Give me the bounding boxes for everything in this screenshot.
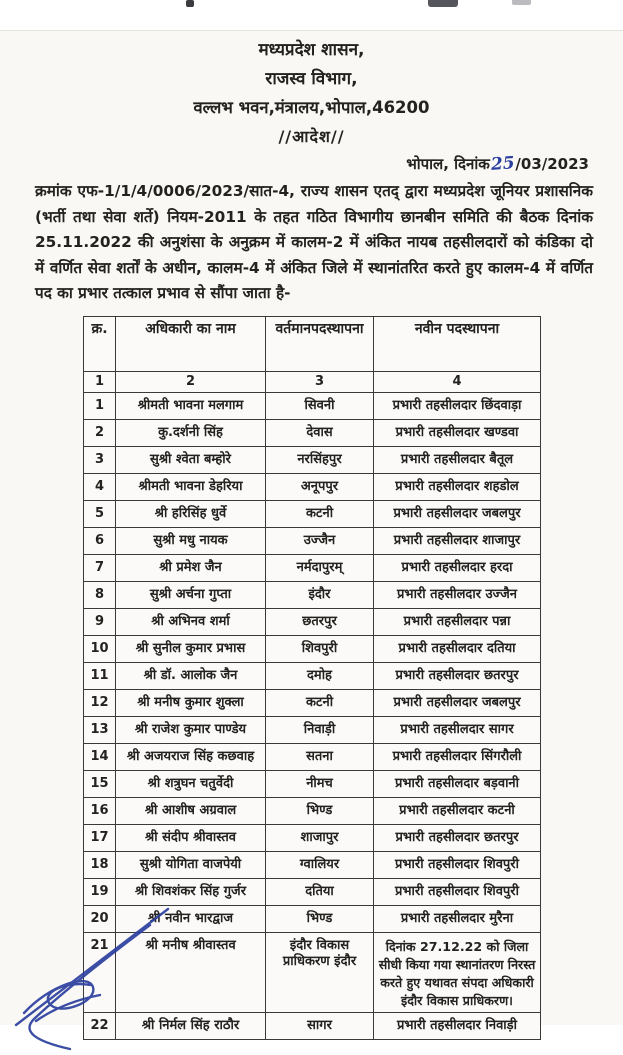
officer-name: श्री मनीष कुमार शुक्ला: [116, 689, 266, 716]
serial-number: 16: [84, 797, 116, 824]
current-posting: शिवपुरी: [266, 635, 374, 662]
officer-name: सुश्री योगिता वाजपेयी: [116, 851, 266, 878]
scanned-order-page: [0, 30, 623, 1033]
officer-name: श्री हरिसिंह धुर्वे: [116, 500, 266, 527]
handwritten-date: 25: [490, 153, 516, 175]
officer-name: श्री अभिनव शर्मा: [116, 608, 266, 635]
serial-number: 17: [84, 824, 116, 851]
current-posting: दतिया: [266, 878, 374, 905]
cursor-caret-mark: [186, 0, 194, 7]
officer-name: कु.दर्शनी सिंह: [116, 419, 266, 446]
serial-number: 22: [84, 1012, 116, 1039]
serial-number: 1: [84, 392, 116, 419]
table-row: [84, 473, 541, 500]
table-row: [84, 689, 541, 716]
serial-number: 14: [84, 743, 116, 770]
serial-number: 15: [84, 770, 116, 797]
current-posting: इंदौर विकास प्राधिकरण इंदौर: [266, 932, 374, 1012]
column-number-row: [84, 371, 541, 392]
table-row: [84, 581, 541, 608]
table-row: [84, 716, 541, 743]
table-row: [84, 770, 541, 797]
table-row: [84, 527, 541, 554]
current-posting: सागर: [266, 1012, 374, 1039]
table-row: [84, 797, 541, 824]
top-bar: [0, 0, 623, 30]
current-posting: दमोह: [266, 662, 374, 689]
table-row: [84, 878, 541, 905]
new-posting: प्रभारी तहसीलदार छिंदवाड़ा: [374, 392, 541, 419]
order-body-paragraph: क्रमांक एफ-1/1/4/0006/2023/सात-4, राज्य शासन एतद् द्वारा मध्यप्रदेश जूनियर प्रशासनिक (भर्ती तथा सेवा शर्ते) नियम-2011 के तहत गठित विभागीय छानबीन समिति की बैठक दिनांक 25.11.2022 की अनुशंसा के अनुक्रम में कालम-2 में अंकित नायब तहसीलदारों को कंडिका दो में वर्णित सेवा शर्तों के अधीन, कालम-4 में अंकित जिले में स्थानांतरित करते हुए कालम-4 में वर्णित पद का प्रभार तत्काल प्रभाव से सौंपा जाता है-: [35, 182, 593, 302]
new-posting: प्रभारी तहसीलदार शाजापुर: [374, 527, 541, 554]
current-posting: अनूपपुर: [266, 473, 374, 500]
officer-name: श्री मनीष श्रीवास्तव: [116, 932, 266, 1012]
table-row: [84, 419, 541, 446]
officer-name: श्री डॉ. आलोक जैन: [116, 662, 266, 689]
serial-number: 11: [84, 662, 116, 689]
serial-number: 9: [84, 608, 116, 635]
government-title: मध्यप्रदेश शासन,: [258, 40, 365, 60]
current-posting: शाजापुर: [266, 824, 374, 851]
printed-date: /03/2023: [515, 155, 589, 173]
serial-number: 7: [84, 554, 116, 581]
officer-name: श्री राजेश कुमार पाण्डेय: [116, 716, 266, 743]
column-header-4: नवीन पदस्थापना: [374, 316, 541, 371]
toolbar-button-fragment-icon[interactable]: [428, 0, 458, 7]
serial-number: 19: [84, 878, 116, 905]
officer-name: श्री आशीष अग्रवाल: [116, 797, 266, 824]
column-number-2: 2: [116, 371, 266, 392]
officer-name: श्रीमती भावना मलगाम: [116, 392, 266, 419]
order-heading: //आदेश//: [278, 127, 345, 146]
new-posting: प्रभारी तहसीलदार सिंगरौली: [374, 743, 541, 770]
new-posting: प्रभारी तहसीलदार बैतूल: [374, 446, 541, 473]
column-header-2: अधिकारी का नाम: [116, 316, 266, 371]
serial-number: 10: [84, 635, 116, 662]
new-posting: दिनांक 27.12.22 को जिला सीधी किया गया स्थानांतरण निरस्त करते हुए यथावत संपदा अधिकारी इंदौर विकास प्राधिकरण।: [374, 932, 541, 1012]
table-row: [84, 608, 541, 635]
new-posting: प्रभारी तहसीलदार मुरैना: [374, 905, 541, 932]
table-row: [84, 824, 541, 851]
table-row: [84, 392, 541, 419]
office-address: वल्लभ भवन,मंत्रालय,भोपाल,46200: [193, 98, 430, 117]
table-header-row: [84, 316, 541, 371]
new-posting: प्रभारी तहसीलदार खण्डवा: [374, 419, 541, 446]
serial-number: 12: [84, 689, 116, 716]
place-date-line: [0, 154, 623, 174]
new-posting: प्रभारी तहसीलदार शहडोल: [374, 473, 541, 500]
current-posting: ग्वालियर: [266, 851, 374, 878]
officer-name: श्री प्रमेश जैन: [116, 554, 266, 581]
new-posting: प्रभारी तहसीलदार हरदा: [374, 554, 541, 581]
officer-name: श्री निर्मल सिंह राठौर: [116, 1012, 266, 1039]
table-row: [84, 635, 541, 662]
current-posting: सतना: [266, 743, 374, 770]
current-posting: उज्जैन: [266, 527, 374, 554]
current-posting: देवास: [266, 419, 374, 446]
table-row: [84, 932, 541, 1012]
table-row: [84, 743, 541, 770]
serial-number: 6: [84, 527, 116, 554]
table-row: [84, 500, 541, 527]
new-posting: प्रभारी तहसीलदार दतिया: [374, 635, 541, 662]
officer-name: श्री शिवशंकर सिंह गुर्जर: [116, 878, 266, 905]
current-posting: छतरपुर: [266, 608, 374, 635]
officer-name: सुश्री श्वेता बम्होरे: [116, 446, 266, 473]
transfer-table: [83, 316, 541, 1040]
officer-name: श्री संदीप श्रीवास्तव: [116, 824, 266, 851]
column-number-4: 4: [374, 371, 541, 392]
table-row: [84, 1012, 541, 1039]
column-header-1: क्र.: [84, 316, 116, 371]
new-posting: प्रभारी तहसीलदार छतरपुर: [374, 662, 541, 689]
officer-name: श्री शत्रुघन चतुर्वेदी: [116, 770, 266, 797]
new-posting: प्रभारी तहसीलदार जबलपुर: [374, 500, 541, 527]
table-row: [84, 554, 541, 581]
serial-number: 8: [84, 581, 116, 608]
new-posting: प्रभारी तहसीलदार जबलपुर: [374, 689, 541, 716]
current-posting: नीमच: [266, 770, 374, 797]
serial-number: 13: [84, 716, 116, 743]
current-posting: इंदौर: [266, 581, 374, 608]
column-number-3: 3: [266, 371, 374, 392]
current-posting: भिण्ड: [266, 797, 374, 824]
new-posting: प्रभारी तहसीलदार शिवपुरी: [374, 851, 541, 878]
serial-number: 3: [84, 446, 116, 473]
new-posting: प्रभारी तहसीलदार कटनी: [374, 797, 541, 824]
column-number-1: 1: [84, 371, 116, 392]
officer-name: श्री नवीन भारद्वाज: [116, 905, 266, 932]
officer-name: श्री सुनील कुमार प्रभास: [116, 635, 266, 662]
table-row: [84, 905, 541, 932]
serial-number: 2: [84, 419, 116, 446]
new-posting: प्रभारी तहसीलदार निवाड़ी: [374, 1012, 541, 1039]
officer-name: सुश्री मधु नायक: [116, 527, 266, 554]
officer-name: श्री अजयराज सिंह कछवाह: [116, 743, 266, 770]
current-posting: निवाड़ी: [266, 716, 374, 743]
table-row: [84, 446, 541, 473]
new-posting: प्रभारी तहसीलदार शिवपुरी: [374, 878, 541, 905]
new-posting: प्रभारी तहसीलदार बड़वानी: [374, 770, 541, 797]
serial-number: 21: [84, 932, 116, 1012]
toolbar-button-fragment-light-icon[interactable]: [512, 0, 531, 5]
serial-number: 4: [84, 473, 116, 500]
new-posting: प्रभारी तहसीलदार उज्जैन: [374, 581, 541, 608]
serial-number: 20: [84, 905, 116, 932]
table-row: [84, 662, 541, 689]
current-posting: सिवनी: [266, 392, 374, 419]
new-posting: प्रभारी तहसीलदार पन्ना: [374, 608, 541, 635]
new-posting: प्रभारी तहसीलदार सागर: [374, 716, 541, 743]
officer-name: सुश्री अर्चना गुप्ता: [116, 581, 266, 608]
place-date-prefix: भोपाल, दिनांक: [406, 155, 490, 173]
current-posting: कटनी: [266, 500, 374, 527]
new-posting: प्रभारी तहसीलदार छतरपुर: [374, 824, 541, 851]
current-posting: नरसिंहपुर: [266, 446, 374, 473]
department-title: राजस्व विभाग,: [265, 69, 358, 89]
table-row: [84, 851, 541, 878]
serial-number: 5: [84, 500, 116, 527]
column-header-3: वर्तमानपदस्थापना: [266, 316, 374, 371]
serial-number: 18: [84, 851, 116, 878]
current-posting: कटनी: [266, 689, 374, 716]
current-posting: नर्मदापुरम्: [266, 554, 374, 581]
officer-name: श्रीमती भावना डेहरिया: [116, 473, 266, 500]
current-posting: भिण्ड: [266, 905, 374, 932]
